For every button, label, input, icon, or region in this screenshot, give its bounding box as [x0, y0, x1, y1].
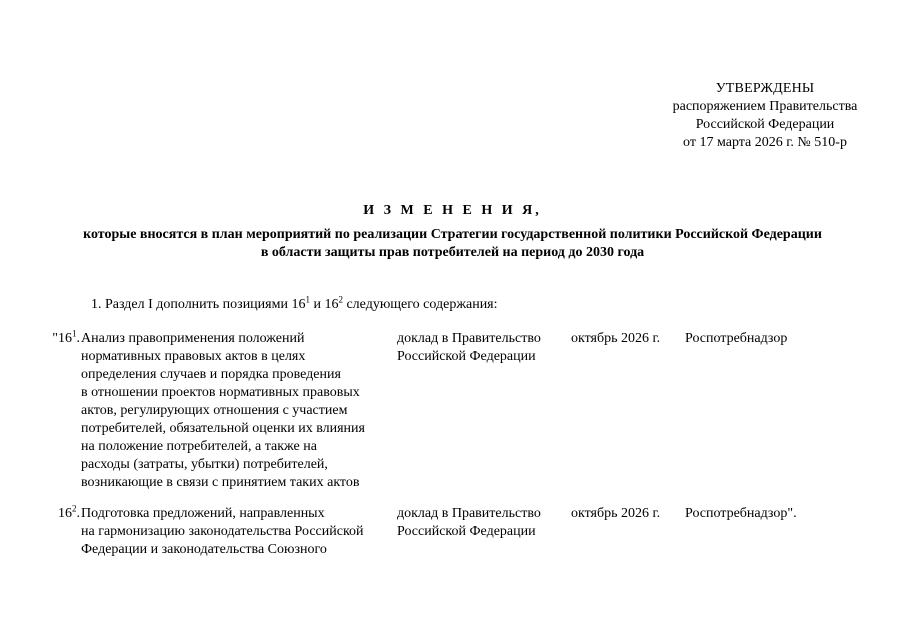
- item-number-sup: 1: [72, 328, 77, 339]
- item-description: [81, 330, 393, 492]
- report-line: Российской Федерации: [397, 349, 536, 364]
- report-line: доклад в Правительство: [397, 331, 541, 346]
- description-line: Подготовка предложений, направленных: [81, 506, 325, 521]
- item-number-main: 16: [58, 506, 72, 521]
- item-description: [81, 505, 393, 559]
- item-number-dot: .: [76, 331, 80, 346]
- item-number-sup: 2: [72, 503, 77, 514]
- subtitle-line-1: которые вносятся в план мероприятий по реализации Стратегии государственной политики Российской Федерации: [83, 227, 822, 242]
- item-deadline: октябрь 2026 г.: [571, 331, 661, 346]
- description-line: актов, регулирующих отношения с участием: [81, 403, 348, 418]
- description-line: Анализ правоприменения положений: [81, 331, 305, 346]
- description-line: Федерации и законодательства Союзного: [81, 542, 327, 557]
- description-line: расходы (затраты, убытки) потребителей,: [81, 457, 328, 472]
- item-number: [40, 330, 80, 348]
- report-line: доклад в Правительство: [397, 506, 541, 521]
- item-report-form: [397, 330, 562, 366]
- approval-stamp: [600, 80, 905, 152]
- intro-paragraph: [91, 296, 498, 314]
- item-number: [40, 505, 80, 523]
- item-responsible: Роспотребнадзор: [685, 331, 788, 346]
- intro-text-end: следующего содержания:: [342, 297, 498, 312]
- description-line: в отношении проектов нормативных правовых: [81, 385, 360, 400]
- description-line: нормативных правовых актов в целях: [81, 349, 306, 364]
- approval-line-date: от 17 марта 2026 г. № 510-р: [683, 135, 847, 150]
- item-report-form: [397, 505, 562, 541]
- description-line: возникающие в связи с принятием таких актов: [81, 475, 360, 490]
- subtitle-line-2: в области защиты прав потребителей на период до 2030 года: [260, 245, 645, 260]
- item-responsible: Роспотребнадзор".: [685, 506, 797, 521]
- approval-heading: УТВЕРЖДЕНЫ: [715, 81, 815, 96]
- description-line: на гармонизацию законодательства Российской: [81, 524, 364, 539]
- document-title: И З М Е Н Е Н И Я,: [363, 203, 542, 218]
- intro-text-middle: и 16: [309, 297, 339, 312]
- document-subtitle: [0, 226, 905, 262]
- description-line: потребителей, обязательной оценки их влияния: [81, 421, 365, 436]
- item-number-dot: .: [76, 506, 80, 521]
- intro-text-start: 1. Раздел I дополнить позициями 16: [91, 297, 306, 312]
- description-line: на положение потребителей, а также на: [81, 439, 317, 454]
- item-number-main: "16: [52, 331, 72, 346]
- report-line: Российской Федерации: [397, 524, 536, 539]
- intro-sup-1: 1: [305, 294, 310, 305]
- approval-line-government: Российской Федерации: [695, 117, 835, 132]
- description-line: определения случаев и порядка проведения: [81, 367, 341, 382]
- item-deadline: октябрь 2026 г.: [571, 506, 661, 521]
- intro-sup-2: 2: [338, 294, 343, 305]
- approval-line-order: распоряжением Правительства: [672, 99, 858, 114]
